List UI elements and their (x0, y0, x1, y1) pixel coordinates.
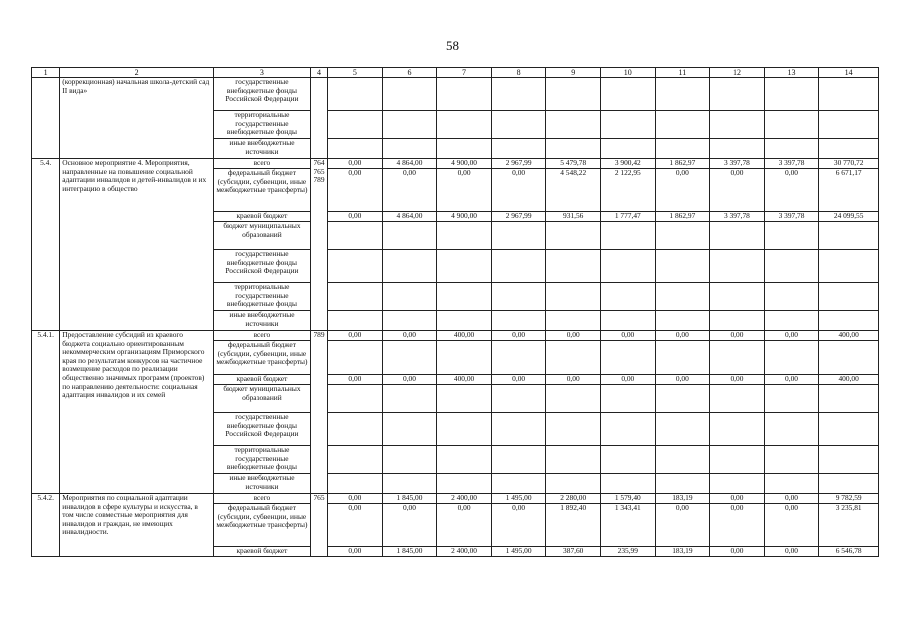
amount-cell: 1 845,00 (382, 547, 437, 557)
budget-code-cell (310, 331, 327, 494)
funding-source-cell: государственные внебюджетные фонды Российской Федерации (213, 413, 310, 446)
amount-cell: 4 548,22 (546, 169, 601, 212)
amount-cell: 0,00 (437, 504, 492, 547)
amount-cell (710, 139, 765, 159)
amount-cell: 2 400,00 (437, 494, 492, 504)
amount-cell (819, 283, 879, 311)
amount-cell (764, 78, 819, 111)
budget-code: 789 (313, 330, 325, 339)
amount-cell (328, 139, 383, 159)
amount-cell (437, 474, 492, 494)
table-row (32, 159, 879, 169)
amount-cell (710, 111, 765, 139)
amount-cell (382, 385, 437, 413)
amount-cell (655, 78, 710, 111)
amount-cell: 0,00 (328, 547, 383, 557)
amount-cell (819, 222, 879, 250)
amount-cell (655, 446, 710, 474)
budget-code: 789 (313, 175, 325, 185)
amount-cell (328, 311, 383, 331)
activity-name-cell: Предоставление субсидий из краевого бюджета социально ориентированным некоммерческим организациям Приморского края по результатам конкурсов на частичное возмещение расходов по реализации общественно значимых программ (проектов) по направлению деятельности: социальная адаптация инвалидов и их семей (60, 331, 214, 494)
amount-cell (601, 385, 656, 413)
amount-cell (437, 385, 492, 413)
amount-cell: 1 579,40 (601, 494, 656, 504)
amount-cell (764, 222, 819, 250)
funding-source-cell: бюджет муниципальных образований (213, 385, 310, 413)
amount-cell (491, 385, 546, 413)
amount-cell: 2 967,99 (491, 212, 546, 222)
amount-cell: 400,00 (437, 331, 492, 341)
column-header-13: 13 (764, 68, 819, 78)
budget-code: 764 (313, 158, 325, 167)
amount-cell (764, 139, 819, 159)
amount-cell: 0,00 (328, 331, 383, 341)
amount-cell: 0,00 (655, 169, 710, 212)
column-header-4: 4 (310, 68, 327, 78)
amount-cell (764, 341, 819, 375)
amount-cell: 0,00 (328, 375, 383, 385)
amount-cell (491, 78, 546, 111)
amount-cell (437, 139, 492, 159)
funding-source-cell: иные внебюджетные источники (213, 139, 310, 159)
amount-cell (764, 474, 819, 494)
amount-cell: 2 967,99 (491, 159, 546, 169)
amount-cell: 0,00 (328, 169, 383, 212)
column-header-2: 2 (60, 68, 214, 78)
amount-cell (546, 311, 601, 331)
amount-cell: 3 900,42 (601, 159, 656, 169)
amount-cell (328, 222, 383, 250)
row-number-cell (32, 78, 60, 159)
amount-cell (328, 341, 383, 375)
amount-cell: 4 900,00 (437, 212, 492, 222)
amount-cell (382, 250, 437, 283)
amount-cell: 0,00 (491, 375, 546, 385)
column-number-row (32, 68, 879, 78)
amount-cell: 2 280,00 (546, 494, 601, 504)
amount-cell (382, 413, 437, 446)
amount-cell: 5 479,78 (546, 159, 601, 169)
amount-cell (382, 139, 437, 159)
amount-cell: 0,00 (382, 169, 437, 212)
amount-cell (601, 78, 656, 111)
amount-cell (546, 139, 601, 159)
funding-source-cell: всего (213, 494, 310, 504)
amount-cell (437, 283, 492, 311)
amount-cell (764, 311, 819, 331)
amount-cell (328, 446, 383, 474)
amount-cell (328, 78, 383, 111)
amount-cell: 0,00 (710, 504, 765, 547)
amount-cell (764, 413, 819, 446)
budget-table (31, 67, 879, 557)
funding-source-cell: федеральный бюджет (субсидии, субвенции, иные межбюджетные трансферты) (213, 504, 310, 547)
amount-cell (710, 385, 765, 413)
amount-cell (328, 413, 383, 446)
amount-cell: 1 862,97 (655, 159, 710, 169)
amount-cell: 0,00 (764, 494, 819, 504)
amount-cell: 4 900,00 (437, 159, 492, 169)
amount-cell (546, 283, 601, 311)
amount-cell: 387,60 (546, 547, 601, 557)
amount-cell (491, 139, 546, 159)
amount-cell: 400,00 (437, 375, 492, 385)
amount-cell: 3 397,78 (764, 212, 819, 222)
amount-cell: 0,00 (764, 375, 819, 385)
amount-cell (382, 341, 437, 375)
amount-cell (491, 413, 546, 446)
amount-cell: 1 777,47 (601, 212, 656, 222)
amount-cell (601, 446, 656, 474)
activity-name-cell: Мероприятия по социальной адаптации инвалидов в сфере культуры и искусства, в том числе совместные мероприятия для инвалидов и граждан, не имеющих инвалидности. (60, 494, 214, 557)
page-number: 58 (446, 38, 459, 53)
funding-source-cell: краевой бюджет (213, 547, 310, 557)
amount-cell (437, 250, 492, 283)
amount-cell: 1 495,00 (491, 494, 546, 504)
amount-cell: 0,00 (328, 494, 383, 504)
amount-cell (710, 311, 765, 331)
activity-name-cell: Основное мероприятие 4. Мероприятия, направленные на повышение социальной адаптации инвалидов и детей-инвалидов и их интеграцию в общество (60, 159, 214, 331)
amount-cell: 0,00 (328, 212, 383, 222)
amount-cell (546, 446, 601, 474)
column-header-3: 3 (213, 68, 310, 78)
amount-cell: 1 845,00 (382, 494, 437, 504)
amount-cell: 0,00 (655, 331, 710, 341)
amount-cell (655, 283, 710, 311)
amount-cell (546, 385, 601, 413)
amount-cell: 30 770,72 (819, 159, 879, 169)
column-header-9: 9 (546, 68, 601, 78)
amount-cell: 0,00 (655, 504, 710, 547)
amount-cell: 0,00 (546, 331, 601, 341)
funding-source-cell: краевой бюджет (213, 212, 310, 222)
amount-cell: 0,00 (328, 159, 383, 169)
amount-cell (710, 341, 765, 375)
column-header-12: 12 (710, 68, 765, 78)
amount-cell (710, 446, 765, 474)
amount-cell (601, 311, 656, 331)
amount-cell (437, 446, 492, 474)
funding-source-cell: всего (213, 331, 310, 341)
funding-source-cell: территориальные государственные внебюджетные фонды (213, 111, 310, 139)
column-header-14: 14 (819, 68, 879, 78)
amount-cell: 0,00 (328, 504, 383, 547)
amount-cell: 3 397,78 (764, 159, 819, 169)
amount-cell (819, 311, 879, 331)
amount-cell: 0,00 (437, 169, 492, 212)
amount-cell (382, 283, 437, 311)
amount-cell (437, 341, 492, 375)
amount-cell: 0,00 (764, 547, 819, 557)
amount-cell (601, 250, 656, 283)
amount-cell (819, 341, 879, 375)
amount-cell: 6 546,78 (819, 547, 879, 557)
amount-cell: 2 400,00 (437, 547, 492, 557)
amount-cell (437, 222, 492, 250)
amount-cell: 0,00 (382, 375, 437, 385)
amount-cell (491, 446, 546, 474)
amount-cell (546, 111, 601, 139)
column-header-8: 8 (491, 68, 546, 78)
amount-cell: 0,00 (491, 331, 546, 341)
budget-code-cell (310, 78, 327, 159)
activity-name-cell: (коррекционная) начальная школа-детский сад II вида» (60, 78, 214, 159)
amount-cell: 0,00 (382, 331, 437, 341)
table-row (32, 494, 879, 504)
amount-cell: 2 122,95 (601, 169, 656, 212)
amount-cell (382, 311, 437, 331)
budget-code: 765 (313, 166, 325, 176)
amount-cell (710, 222, 765, 250)
amount-cell: 0,00 (710, 169, 765, 212)
column-header-6: 6 (382, 68, 437, 78)
funding-source-cell: государственные внебюджетные фонды Российской Федерации (213, 250, 310, 283)
amount-cell (655, 311, 710, 331)
amount-cell (601, 222, 656, 250)
amount-cell (601, 341, 656, 375)
amount-cell (764, 250, 819, 283)
amount-cell: 0,00 (710, 494, 765, 504)
amount-cell (328, 283, 383, 311)
amount-cell: 3 235,81 (819, 504, 879, 547)
amount-cell (546, 474, 601, 494)
amount-cell (655, 341, 710, 375)
amount-cell (601, 139, 656, 159)
amount-cell (491, 474, 546, 494)
table-body (32, 78, 879, 557)
row-number-cell: 5.4.2. (32, 494, 60, 557)
amount-cell (655, 413, 710, 446)
amount-cell (437, 413, 492, 446)
amount-cell: 0,00 (491, 169, 546, 212)
amount-cell (819, 413, 879, 446)
amount-cell (437, 78, 492, 111)
amount-cell (764, 385, 819, 413)
amount-cell (437, 311, 492, 331)
amount-cell: 0,00 (601, 375, 656, 385)
amount-cell: 1 892,40 (546, 504, 601, 547)
amount-cell (546, 250, 601, 283)
amount-cell (328, 474, 383, 494)
amount-cell: 931,56 (546, 212, 601, 222)
amount-cell: 0,00 (710, 375, 765, 385)
amount-cell: 400,00 (819, 375, 879, 385)
amount-cell (655, 139, 710, 159)
amount-cell: 0,00 (764, 331, 819, 341)
row-number-cell: 5.4. (32, 159, 60, 331)
amount-cell: 0,00 (764, 504, 819, 547)
amount-cell (382, 111, 437, 139)
amount-cell (819, 139, 879, 159)
funding-source-cell: краевой бюджет (213, 375, 310, 385)
amount-cell (328, 250, 383, 283)
amount-cell: 0,00 (710, 331, 765, 341)
amount-cell (819, 111, 879, 139)
funding-source-cell: государственные внебюджетные фонды Российской Федерации (213, 78, 310, 111)
amount-cell: 400,00 (819, 331, 879, 341)
table-row (32, 331, 879, 341)
amount-cell: 183,19 (655, 494, 710, 504)
amount-cell (601, 474, 656, 494)
amount-cell (655, 385, 710, 413)
amount-cell: 1 343,41 (601, 504, 656, 547)
amount-cell: 3 397,78 (710, 212, 765, 222)
funding-source-cell: территориальные государственные внебюджетные фонды (213, 446, 310, 474)
amount-cell: 4 864,00 (382, 159, 437, 169)
amount-cell: 3 397,78 (710, 159, 765, 169)
table-row (32, 78, 879, 111)
amount-cell: 0,00 (546, 375, 601, 385)
amount-cell (382, 222, 437, 250)
amount-cell: 0,00 (601, 331, 656, 341)
row-number-cell: 5.4.1. (32, 331, 60, 494)
amount-cell (819, 78, 879, 111)
amount-cell: 235,99 (601, 547, 656, 557)
amount-cell (764, 111, 819, 139)
column-header-5: 5 (328, 68, 383, 78)
column-header-10: 10 (601, 68, 656, 78)
funding-source-cell: иные внебюджетные источники (213, 311, 310, 331)
amount-cell (437, 111, 492, 139)
amount-cell: 0,00 (491, 504, 546, 547)
amount-cell (546, 341, 601, 375)
amount-cell (764, 446, 819, 474)
amount-cell (601, 111, 656, 139)
amount-cell: 0,00 (655, 375, 710, 385)
amount-cell (546, 78, 601, 111)
amount-cell (819, 446, 879, 474)
amount-cell (382, 474, 437, 494)
amount-cell (491, 250, 546, 283)
funding-source-cell: федеральный бюджет (субсидии, субвенции, иные межбюджетные трансферты) (213, 341, 310, 375)
amount-cell (655, 250, 710, 283)
amount-cell: 0,00 (382, 504, 437, 547)
amount-cell: 24 099,55 (819, 212, 879, 222)
amount-cell (710, 250, 765, 283)
amount-cell (601, 283, 656, 311)
amount-cell: 1 862,97 (655, 212, 710, 222)
column-header-1: 1 (32, 68, 60, 78)
amount-cell: 9 782,59 (819, 494, 879, 504)
amount-cell (328, 111, 383, 139)
amount-cell: 183,19 (655, 547, 710, 557)
amount-cell (764, 283, 819, 311)
amount-cell (655, 222, 710, 250)
amount-cell: 4 864,00 (382, 212, 437, 222)
amount-cell (655, 474, 710, 494)
amount-cell (328, 385, 383, 413)
amount-cell (655, 111, 710, 139)
amount-cell (819, 385, 879, 413)
column-header-7: 7 (437, 68, 492, 78)
amount-cell (382, 446, 437, 474)
amount-cell (710, 413, 765, 446)
amount-cell (819, 474, 879, 494)
amount-cell (546, 222, 601, 250)
funding-source-cell: территориальные государственные внебюджетные фонды (213, 283, 310, 311)
amount-cell (601, 413, 656, 446)
amount-cell: 1 495,00 (491, 547, 546, 557)
budget-code-cell (310, 159, 327, 331)
amount-cell (491, 222, 546, 250)
amount-cell (819, 250, 879, 283)
amount-cell (491, 283, 546, 311)
funding-source-cell: бюджет муниципальных образований (213, 222, 310, 250)
amount-cell (710, 474, 765, 494)
amount-cell: 0,00 (764, 169, 819, 212)
column-header-11: 11 (655, 68, 710, 78)
amount-cell: 6 671,17 (819, 169, 879, 212)
funding-source-cell: всего (213, 159, 310, 169)
budget-code: 765 (313, 493, 325, 502)
funding-source-cell: иные внебюджетные источники (213, 474, 310, 494)
amount-cell (382, 78, 437, 111)
amount-cell (491, 341, 546, 375)
amount-cell (491, 311, 546, 331)
amount-cell (710, 78, 765, 111)
budget-code-cell (310, 494, 327, 557)
funding-source-cell: федеральный бюджет (субсидии, субвенции, иные межбюджетные трансферты) (213, 169, 310, 212)
amount-cell (491, 111, 546, 139)
amount-cell (546, 413, 601, 446)
amount-cell (710, 283, 765, 311)
amount-cell: 0,00 (710, 547, 765, 557)
